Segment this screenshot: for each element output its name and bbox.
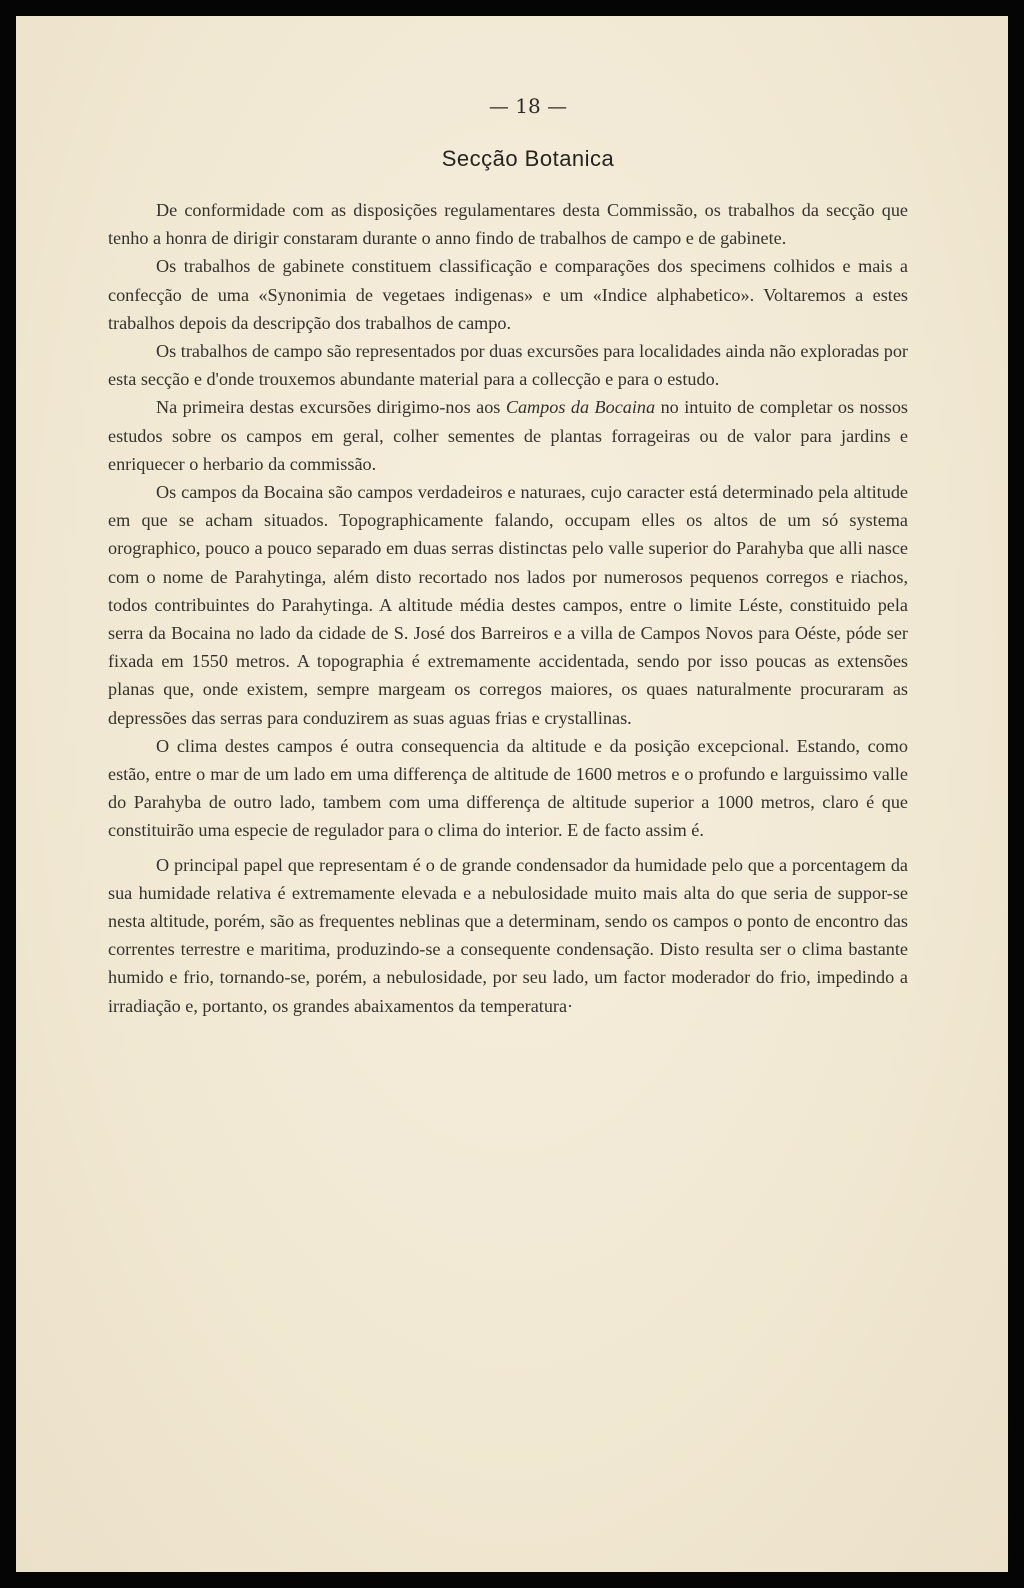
paragraph-4-start: Na primeira destas excursões dirigimo-nos aos xyxy=(156,397,506,418)
place-name-campos-da-bocaina: Campos da Bocaina xyxy=(505,397,656,418)
paragraph-5: Os campos da Bocaina são campos verdadeiros e naturaes, cujo caracter está determinado pela altitude em que se acham situados. Topographicamente falando, occupam elles os altos de um só systema orographico, pouco a pouco separado em duas serras distinctas pelo valle superior do Parahyba que alli nasce com o nome de Parahytinga, além disto recortado nos lados por numerosos pequenos corregos e riachos, todos contribuintes do Parahytinga. A altitude média destes campos, entre o limite Léste, constituido pela serra da Bocaina no lado da cidade de S. José dos Barreiros e a villa de Campos Novos para Oéste, póde ser fixada em 1550 metros. A topographia é extremamente accidentada, sendo por isso poucas as extensões planas que, onde existem, sempre margeam os corregos maiores, os quaes naturalmente procuraram as depressões das serras para conduzirem as suas aguas frias e crystallinas. xyxy=(108,482,908,728)
paragraph-4 xyxy=(108,393,908,478)
paragraph-7: O principal papel que representam é o de grande condensador da humidade pelo que a porcentagem da sua humidade relativa é extremamente elevada e a nebulosidade muito mais alta do que seria de suppor-se nesta altitude, porém, são as frequentes neblinas que a determinam, sendo os campos o ponto de encontro das correntes terrestre e maritima, produzindo-se a consequente condensação. Disto resulta ser o clima bastante humido e frio, tornando-se, porém, a nebulosidade, por seu lado, um factor moderador do frio, impedindo a irradiação e, portanto, os grandes abaixamentos da temperatura· xyxy=(108,854,908,1016)
body-text xyxy=(108,196,908,1020)
paragraph-3: Os trabalhos de campo são representados por duas excursões para localidades ainda não exploradas por esta secção e d'onde trouxemos abundante material para a collecção e para o estudo. xyxy=(108,341,908,390)
paragraph-2: Os trabalhos de gabinete constituem classificação e comparações dos specimens colhidos e mais a confecção de uma «Synonimia de vegetaes indigenas» e um «Indice alphabetico». Voltaremos a estes trabalhos depois da descripção dos trabalhos de campo. xyxy=(108,256,908,333)
page-number: — 18 — xyxy=(488,94,568,118)
paragraph-4-end: no intuito de completar os nossos estudos sobre os campos em geral, colher sementes de plantas forrageiras ou de valor para jardins e enriquecer o herbario da commissão. xyxy=(108,397,908,474)
paragraph-1: De conformidade com as disposições regulamentares desta Commissão, os trabalhos da secção que tenho a honra de dirigir constaram durante o anno findo de trabalhos de campo e de gabinete. xyxy=(108,200,908,249)
section-title: Secção Botanica xyxy=(441,146,615,171)
paragraph-6: O clima destes campos é outra consequencia da altitude e da posição excepcional. Estando, como estão, entre o mar de um lado em uma differença de altitude de 1600 metros e o profundo e larguissimo valle do Parahyba de outro lado, tambem com uma differença de altitude superior a 1000 metros, claro é que constituirão uma especie de regulador para o clima do interior. E de facto assim é. xyxy=(108,735,908,841)
